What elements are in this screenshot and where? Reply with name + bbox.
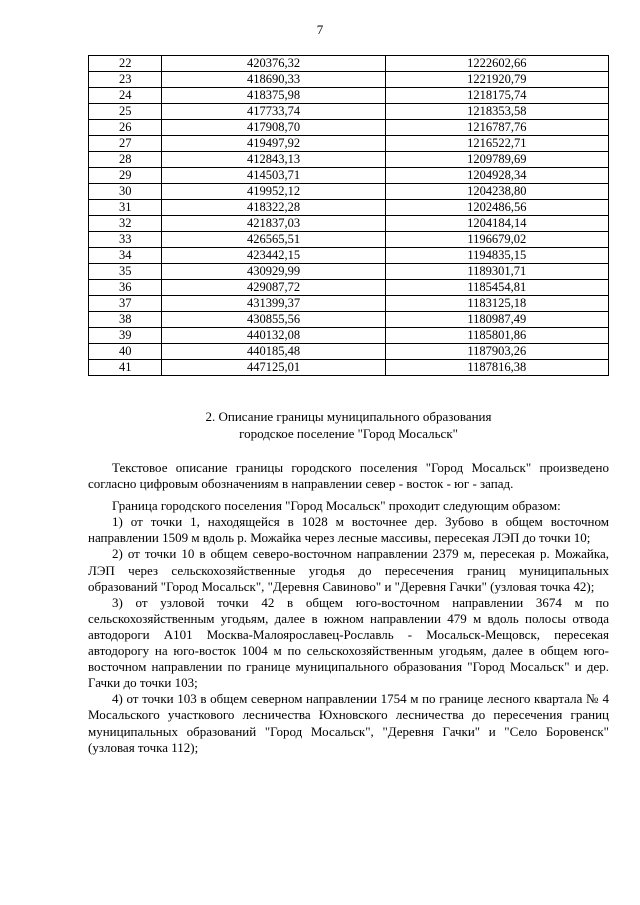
point-number-cell: 29 <box>89 168 162 184</box>
table-row <box>89 168 609 184</box>
x-coordinate-cell: 426565,51 <box>162 232 385 248</box>
x-coordinate-cell: 417908,70 <box>162 120 385 136</box>
point-number-cell: 36 <box>89 280 162 296</box>
point-number-cell: 28 <box>89 152 162 168</box>
table-row <box>89 328 609 344</box>
paragraph-lead: Граница городского поселения "Город Мосальск" проходит следующим образом: <box>112 498 561 514</box>
table-row <box>89 104 609 120</box>
x-coordinate-cell: 447125,01 <box>162 360 385 376</box>
table-row <box>89 312 609 328</box>
table-row <box>89 344 609 360</box>
y-coordinate-cell: 1209789,69 <box>385 152 608 168</box>
x-coordinate-cell: 419497,92 <box>162 136 385 152</box>
point-number-cell: 41 <box>89 360 162 376</box>
table-row <box>89 120 609 136</box>
y-coordinate-cell: 1222602,66 <box>385 56 608 72</box>
y-coordinate-cell: 1204928,34 <box>385 168 608 184</box>
point-number-cell: 37 <box>89 296 162 312</box>
x-coordinate-cell: 440132,08 <box>162 328 385 344</box>
boundary-description <box>88 460 609 756</box>
y-coordinate-cell: 1204238,80 <box>385 184 608 200</box>
paragraph-intro: Текстовое описание границы городского поселения "Город Мосальск" произведено согласно цифровым обозначениям в направлении север - восток - юг - запад. <box>88 460 609 492</box>
y-coordinate-cell: 1187816,38 <box>385 360 608 376</box>
table-row <box>89 152 609 168</box>
y-coordinate-cell: 1187903,26 <box>385 344 608 360</box>
point-number-cell: 39 <box>89 328 162 344</box>
point-number-cell: 27 <box>89 136 162 152</box>
section-title-line2: городское поселение "Город Мосальск" <box>239 426 458 441</box>
point-number-cell: 40 <box>89 344 162 360</box>
table-row <box>89 216 609 232</box>
table-row <box>89 88 609 104</box>
point-number-cell: 24 <box>89 88 162 104</box>
x-coordinate-cell: 414503,71 <box>162 168 385 184</box>
coordinates-table <box>88 55 609 376</box>
y-coordinate-cell: 1180987,49 <box>385 312 608 328</box>
section-title <box>88 408 609 442</box>
x-coordinate-cell: 418690,33 <box>162 72 385 88</box>
section-title-line1: 2. Описание границы муниципального образования <box>205 409 492 424</box>
y-coordinate-cell: 1218353,58 <box>385 104 608 120</box>
point-number-cell: 25 <box>89 104 162 120</box>
coordinates-table-body <box>89 56 609 376</box>
y-coordinate-cell: 1202486,56 <box>385 200 608 216</box>
y-coordinate-cell: 1185801,86 <box>385 328 608 344</box>
point-number-cell: 32 <box>89 216 162 232</box>
point-number-cell: 30 <box>89 184 162 200</box>
table-row <box>89 360 609 376</box>
point-number-cell: 34 <box>89 248 162 264</box>
page-number: 7 <box>316 22 324 37</box>
x-coordinate-cell: 431399,37 <box>162 296 385 312</box>
x-coordinate-cell: 421837,03 <box>162 216 385 232</box>
x-coordinate-cell: 440185,48 <box>162 344 385 360</box>
y-coordinate-cell: 1216787,76 <box>385 120 608 136</box>
y-coordinate-cell: 1183125,18 <box>385 296 608 312</box>
x-coordinate-cell: 429087,72 <box>162 280 385 296</box>
table-row <box>89 248 609 264</box>
x-coordinate-cell: 418375,98 <box>162 88 385 104</box>
x-coordinate-cell: 430855,56 <box>162 312 385 328</box>
table-row <box>89 56 609 72</box>
point-number-cell: 35 <box>89 264 162 280</box>
y-coordinate-cell: 1204184,14 <box>385 216 608 232</box>
x-coordinate-cell: 423442,15 <box>162 248 385 264</box>
point-number-cell: 22 <box>89 56 162 72</box>
y-coordinate-cell: 1216522,71 <box>385 136 608 152</box>
y-coordinate-cell: 1221920,79 <box>385 72 608 88</box>
y-coordinate-cell: 1218175,74 <box>385 88 608 104</box>
x-coordinate-cell: 418322,28 <box>162 200 385 216</box>
point-number-cell: 33 <box>89 232 162 248</box>
table-row <box>89 72 609 88</box>
x-coordinate-cell: 420376,32 <box>162 56 385 72</box>
point-number-cell: 31 <box>89 200 162 216</box>
x-coordinate-cell: 412843,13 <box>162 152 385 168</box>
x-coordinate-cell: 419952,12 <box>162 184 385 200</box>
table-row <box>89 184 609 200</box>
paragraph-item-4: 4) от точки 103 в общем северном направлении 1754 м по границе лесного квартала № 4 Мосальского участкового лесничества Юхновского лесничества до пересечения границ муниципальных образований "Город Мосальск", "Деревня Гачки" и "Село Боровенск" (узловая точка 112); <box>88 691 609 755</box>
y-coordinate-cell: 1196679,02 <box>385 232 608 248</box>
table-row <box>89 200 609 216</box>
paragraph-item-1: 1) от точки 1, находящейся в 1028 м восточнее дер. Зубово в общем восточном направлении 1509 м вдоль р. Можайка через лесные массивы, пересекая ЛЭП до точки 10; <box>88 514 609 546</box>
paragraph-item-3: 3) от узловой точки 42 в общем юго-восточном направлении 3674 м по сельскохозяйственным угодьям, далее в южном направлении 479 м вдоль полосы отвода автодороги А101 Москва-Малоярославец-Рославль - Мосальск-Мещовск, пересекая автодорогу на юго-восток 1004 м по сельскохозяйственным угодьям, далее в общем юго-восточном направлении по границе муниципального образования "Город Мосальск" и дер. Гачки до точки 103; <box>88 594 609 691</box>
table-row <box>89 136 609 152</box>
point-number-cell: 23 <box>89 72 162 88</box>
x-coordinate-cell: 430929,99 <box>162 264 385 280</box>
table-row <box>89 280 609 296</box>
table-row <box>89 264 609 280</box>
point-number-cell: 38 <box>89 312 162 328</box>
y-coordinate-cell: 1189301,71 <box>385 264 608 280</box>
y-coordinate-cell: 1185454,81 <box>385 280 608 296</box>
y-coordinate-cell: 1194835,15 <box>385 248 608 264</box>
point-number-cell: 26 <box>89 120 162 136</box>
x-coordinate-cell: 417733,74 <box>162 104 385 120</box>
table-row <box>89 296 609 312</box>
paragraph-item-2: 2) от точки 10 в общем северо-восточном направлении 2379 м, пересекая р. Можайка, ЛЭП через сельскохозяйственные угодья до пересечения границ муниципальных образований "Город Мосальск", "Деревня Савиново" и "Деревня Гачки" (узловая точка 42); <box>88 546 609 594</box>
table-row <box>89 232 609 248</box>
